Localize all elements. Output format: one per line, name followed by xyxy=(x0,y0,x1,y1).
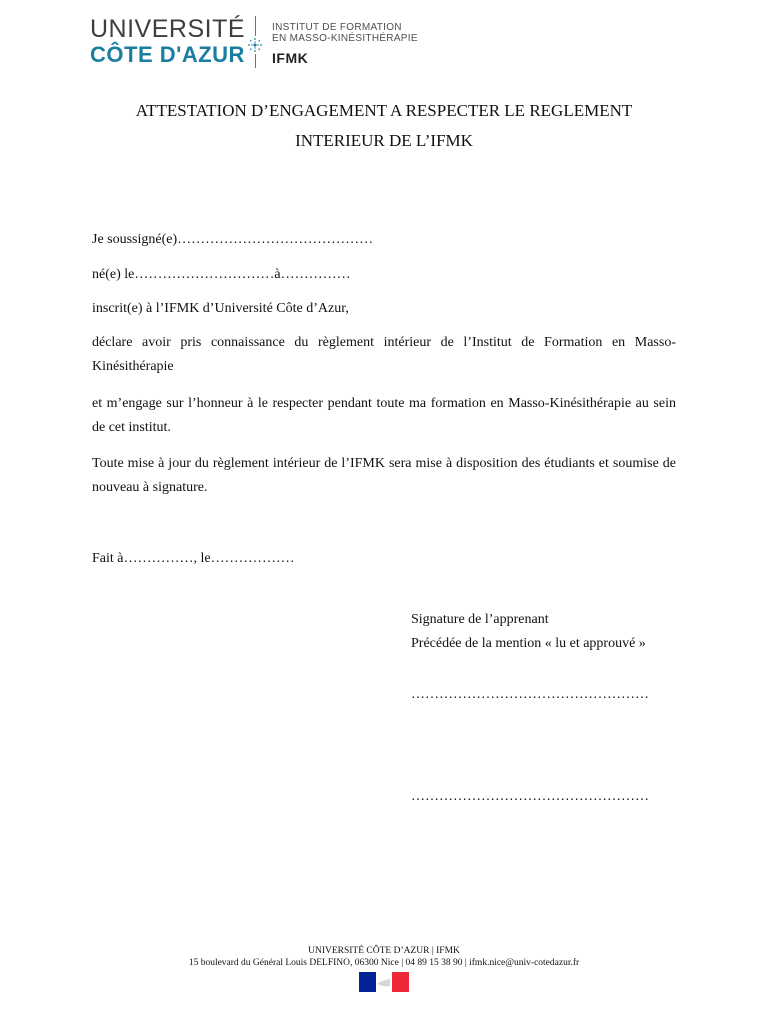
update-paragraph: Toute mise à jour du règlement intérieur de l’IFMK sera mise à disposition des étudiants et soumise de nouveau à signature. xyxy=(92,456,676,495)
header-logo xyxy=(90,14,430,70)
engagement-paragraph: et m’engage sur l’honneur à le respecter pendant toute ma formation en Masso-Kinésithérapie au sein de cet institut. xyxy=(92,396,676,435)
institute-name-line2: EN MASSO-KINÉSITHÉRAPIE xyxy=(272,33,418,44)
university-name-line2: CÔTE D'AZUR xyxy=(90,42,245,67)
soussigne-line: Je soussigné(e)…………………………………… xyxy=(92,232,374,247)
signature-label: Signature de l’apprenant xyxy=(411,612,549,627)
footer-address: 15 boulevard du Général Louis DELFINO, 06300 Nice | 04 89 15 38 90 | ifmk.nice@univ-cotedazur.fr xyxy=(188,958,580,968)
document-title-line1: ATTESTATION D’ENGAGEMENT A RESPECTER LE REGLEMENT xyxy=(135,101,633,120)
institute-name-line1: INSTITUT DE FORMATION xyxy=(272,22,402,33)
declaration-paragraph: déclare avoir pris connaissance du règlement intérieur de l’Institut de Formation en Masso-Kinésithérapie xyxy=(92,335,676,374)
birth-line: né(e) le…………………………à…………… xyxy=(92,267,351,282)
signature-mention: Précédée de la mention « lu et approuvé » xyxy=(411,636,646,651)
star-logo-icon xyxy=(246,36,264,54)
signature-dotted-line-1: …………………………………………… xyxy=(411,687,649,702)
place-date-line: Fait à……………, le……………… xyxy=(92,551,295,566)
signature-dotted-line-2: …………………………………………… xyxy=(411,789,649,804)
institute-acronym: IFMK xyxy=(272,50,309,66)
university-name-line1: UNIVERSITÉ xyxy=(90,15,246,43)
document-title-line2: INTERIEUR DE L’IFMK xyxy=(295,131,473,150)
footer-organisation: UNIVERSITÉ CÔTE D’AZUR | IFMK xyxy=(308,946,460,956)
enrolment-line: inscrit(e) à l’IFMK d’Université Côte d’Azur, xyxy=(92,301,349,316)
french-republic-flag-icon xyxy=(359,972,409,992)
